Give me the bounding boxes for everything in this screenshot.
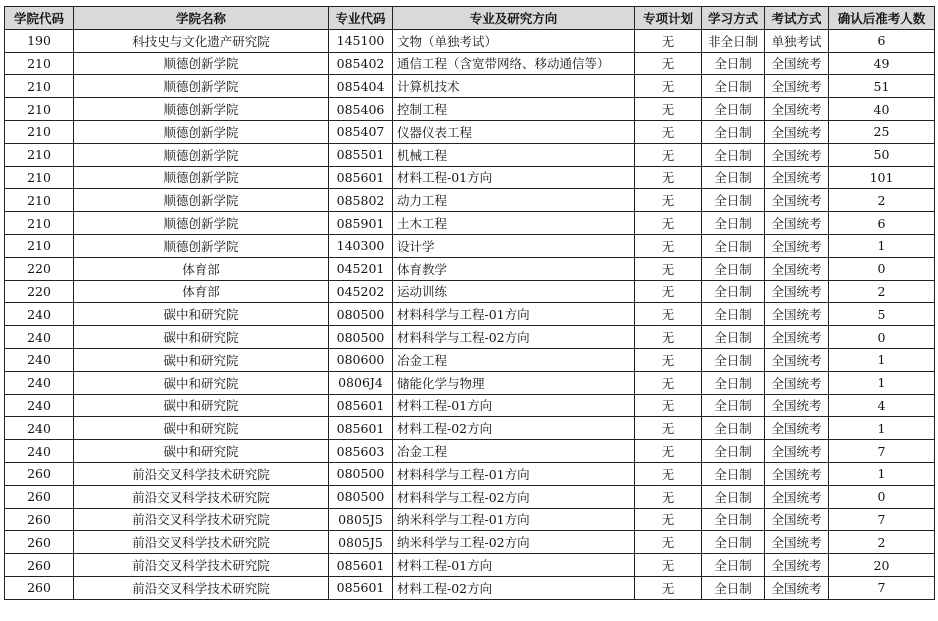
cell-special-plan: 无 — [635, 257, 702, 280]
header-study-mode: 学习方式 — [702, 7, 765, 30]
table-row — [5, 417, 935, 440]
cell-major-code: 145100 — [329, 29, 393, 52]
cell-major-direction: 仪器仪表工程 — [393, 120, 635, 143]
cell-special-plan: 无 — [635, 29, 702, 52]
table-row — [5, 303, 935, 326]
cell-special-plan: 无 — [635, 554, 702, 577]
table-row — [5, 166, 935, 189]
cell-candidate-count: 20 — [829, 554, 935, 577]
cell-candidate-count: 6 — [829, 29, 935, 52]
cell-candidate-count: 1 — [829, 462, 935, 485]
cell-candidate-count: 2 — [829, 189, 935, 212]
cell-college-name: 顺德创新学院 — [74, 52, 329, 75]
cell-exam-mode: 单独考试 — [765, 29, 829, 52]
cell-candidate-count: 7 — [829, 576, 935, 599]
cell-exam-mode: 全国统考 — [765, 371, 829, 394]
cell-major-direction: 控制工程 — [393, 98, 635, 121]
admission-table-container — [4, 6, 935, 600]
cell-college-code: 210 — [5, 120, 74, 143]
cell-major-code: 085601 — [329, 576, 393, 599]
cell-college-code: 210 — [5, 75, 74, 98]
table-row — [5, 440, 935, 463]
cell-special-plan: 无 — [635, 371, 702, 394]
cell-candidate-count: 1 — [829, 417, 935, 440]
header-candidate-count: 确认后准考人数 — [829, 7, 935, 30]
cell-major-direction: 材料科学与工程-01方向 — [393, 462, 635, 485]
cell-candidate-count: 1 — [829, 371, 935, 394]
cell-college-code: 240 — [5, 348, 74, 371]
cell-candidate-count: 1 — [829, 348, 935, 371]
cell-college-name: 体育部 — [74, 280, 329, 303]
cell-exam-mode: 全国统考 — [765, 508, 829, 531]
table-row — [5, 189, 935, 212]
cell-major-code: 085802 — [329, 189, 393, 212]
cell-special-plan: 无 — [635, 440, 702, 463]
cell-exam-mode: 全国统考 — [765, 348, 829, 371]
table-row — [5, 212, 935, 235]
cell-major-direction: 材料工程-01方向 — [393, 554, 635, 577]
cell-major-direction: 材料工程-02方向 — [393, 417, 635, 440]
cell-study-mode: 全日制 — [702, 531, 765, 554]
cell-special-plan: 无 — [635, 348, 702, 371]
cell-college-code: 210 — [5, 189, 74, 212]
cell-special-plan: 无 — [635, 75, 702, 98]
cell-major-code: 080500 — [329, 326, 393, 349]
table-row — [5, 371, 935, 394]
cell-college-code: 210 — [5, 52, 74, 75]
cell-major-direction: 材料科学与工程-01方向 — [393, 303, 635, 326]
cell-college-code: 190 — [5, 29, 74, 52]
cell-major-code: 085603 — [329, 440, 393, 463]
cell-study-mode: 全日制 — [702, 143, 765, 166]
cell-major-direction: 材料科学与工程-02方向 — [393, 485, 635, 508]
cell-exam-mode: 全国统考 — [765, 234, 829, 257]
header-row — [5, 7, 935, 30]
cell-exam-mode: 全国统考 — [765, 212, 829, 235]
table-row — [5, 234, 935, 257]
cell-college-code: 240 — [5, 371, 74, 394]
cell-exam-mode: 全国统考 — [765, 75, 829, 98]
cell-college-code: 210 — [5, 98, 74, 121]
cell-exam-mode: 全国统考 — [765, 257, 829, 280]
table-row — [5, 348, 935, 371]
cell-college-name: 顺德创新学院 — [74, 98, 329, 121]
table-row — [5, 462, 935, 485]
table-row — [5, 52, 935, 75]
cell-major-direction: 材料工程-02方向 — [393, 576, 635, 599]
cell-college-name: 顺德创新学院 — [74, 166, 329, 189]
cell-major-code: 085601 — [329, 417, 393, 440]
cell-major-code: 080600 — [329, 348, 393, 371]
cell-special-plan: 无 — [635, 120, 702, 143]
cell-study-mode: 全日制 — [702, 417, 765, 440]
cell-college-code: 260 — [5, 508, 74, 531]
cell-major-code: 085601 — [329, 166, 393, 189]
table-row — [5, 120, 935, 143]
cell-college-name: 顺德创新学院 — [74, 75, 329, 98]
table-row — [5, 531, 935, 554]
cell-major-code: 045201 — [329, 257, 393, 280]
cell-major-direction: 运动训练 — [393, 280, 635, 303]
cell-exam-mode: 全国统考 — [765, 531, 829, 554]
cell-study-mode: 全日制 — [702, 98, 765, 121]
cell-candidate-count: 50 — [829, 143, 935, 166]
cell-college-code: 210 — [5, 166, 74, 189]
cell-college-code: 260 — [5, 531, 74, 554]
cell-major-code: 085501 — [329, 143, 393, 166]
cell-college-name: 顺德创新学院 — [74, 212, 329, 235]
table-row — [5, 576, 935, 599]
cell-candidate-count: 5 — [829, 303, 935, 326]
cell-major-code: 080500 — [329, 462, 393, 485]
cell-college-name: 顺德创新学院 — [74, 234, 329, 257]
cell-candidate-count: 2 — [829, 280, 935, 303]
cell-exam-mode: 全国统考 — [765, 280, 829, 303]
header-major-code: 专业代码 — [329, 7, 393, 30]
cell-candidate-count: 7 — [829, 440, 935, 463]
cell-major-code: 080500 — [329, 485, 393, 508]
cell-major-code: 0805J5 — [329, 531, 393, 554]
cell-major-code: 045202 — [329, 280, 393, 303]
cell-study-mode: 全日制 — [702, 75, 765, 98]
cell-major-direction: 纳米科学与工程-01方向 — [393, 508, 635, 531]
cell-exam-mode: 全国统考 — [765, 576, 829, 599]
table-row — [5, 508, 935, 531]
cell-college-name: 科技史与文化遗产研究院 — [74, 29, 329, 52]
cell-college-code: 220 — [5, 257, 74, 280]
header-college-code: 学院代码 — [5, 7, 74, 30]
cell-major-code: 080500 — [329, 303, 393, 326]
cell-special-plan: 无 — [635, 303, 702, 326]
cell-college-name: 顺德创新学院 — [74, 189, 329, 212]
cell-exam-mode: 全国统考 — [765, 303, 829, 326]
cell-study-mode: 全日制 — [702, 52, 765, 75]
cell-study-mode: 全日制 — [702, 576, 765, 599]
cell-study-mode: 全日制 — [702, 485, 765, 508]
cell-study-mode: 全日制 — [702, 508, 765, 531]
cell-major-code: 0805J5 — [329, 508, 393, 531]
cell-special-plan: 无 — [635, 143, 702, 166]
cell-exam-mode: 全国统考 — [765, 417, 829, 440]
cell-major-direction: 材料工程-01方向 — [393, 394, 635, 417]
cell-college-name: 碳中和研究院 — [74, 303, 329, 326]
cell-study-mode: 非全日制 — [702, 29, 765, 52]
header-college-name: 学院名称 — [74, 7, 329, 30]
cell-study-mode: 全日制 — [702, 348, 765, 371]
cell-special-plan: 无 — [635, 52, 702, 75]
cell-special-plan: 无 — [635, 394, 702, 417]
cell-special-plan: 无 — [635, 280, 702, 303]
cell-candidate-count: 1 — [829, 234, 935, 257]
table-row — [5, 75, 935, 98]
cell-college-code: 240 — [5, 417, 74, 440]
table-row — [5, 554, 935, 577]
cell-major-direction: 材料工程-01方向 — [393, 166, 635, 189]
table-row — [5, 326, 935, 349]
cell-study-mode: 全日制 — [702, 554, 765, 577]
cell-college-name: 前沿交叉科学技术研究院 — [74, 508, 329, 531]
header-special-plan: 专项计划 — [635, 7, 702, 30]
cell-college-name: 碳中和研究院 — [74, 394, 329, 417]
cell-special-plan: 无 — [635, 212, 702, 235]
cell-candidate-count: 51 — [829, 75, 935, 98]
cell-special-plan: 无 — [635, 98, 702, 121]
cell-college-code: 260 — [5, 462, 74, 485]
cell-major-direction: 设计学 — [393, 234, 635, 257]
cell-college-code: 260 — [5, 554, 74, 577]
cell-exam-mode: 全国统考 — [765, 189, 829, 212]
cell-college-name: 碳中和研究院 — [74, 371, 329, 394]
cell-study-mode: 全日制 — [702, 462, 765, 485]
cell-college-name: 顺德创新学院 — [74, 120, 329, 143]
cell-college-name: 碳中和研究院 — [74, 417, 329, 440]
cell-candidate-count: 2 — [829, 531, 935, 554]
cell-college-code: 240 — [5, 394, 74, 417]
cell-special-plan: 无 — [635, 485, 702, 508]
cell-special-plan: 无 — [635, 508, 702, 531]
cell-major-direction: 冶金工程 — [393, 348, 635, 371]
cell-study-mode: 全日制 — [702, 394, 765, 417]
cell-major-direction: 机械工程 — [393, 143, 635, 166]
cell-special-plan: 无 — [635, 189, 702, 212]
table-row — [5, 485, 935, 508]
cell-college-name: 碳中和研究院 — [74, 440, 329, 463]
cell-candidate-count: 4 — [829, 394, 935, 417]
cell-exam-mode: 全国统考 — [765, 143, 829, 166]
cell-special-plan: 无 — [635, 417, 702, 440]
cell-college-name: 前沿交叉科学技术研究院 — [74, 554, 329, 577]
cell-college-code: 240 — [5, 303, 74, 326]
cell-special-plan: 无 — [635, 462, 702, 485]
cell-college-code: 260 — [5, 485, 74, 508]
cell-study-mode: 全日制 — [702, 189, 765, 212]
cell-college-name: 顺德创新学院 — [74, 143, 329, 166]
cell-exam-mode: 全国统考 — [765, 554, 829, 577]
cell-study-mode: 全日制 — [702, 120, 765, 143]
cell-study-mode: 全日制 — [702, 440, 765, 463]
cell-major-code: 0806J4 — [329, 371, 393, 394]
table-body — [5, 29, 935, 599]
cell-major-code: 085901 — [329, 212, 393, 235]
cell-college-code: 240 — [5, 440, 74, 463]
cell-major-code: 085601 — [329, 554, 393, 577]
cell-college-code: 240 — [5, 326, 74, 349]
table-row — [5, 394, 935, 417]
cell-college-code: 210 — [5, 143, 74, 166]
cell-candidate-count: 40 — [829, 98, 935, 121]
cell-candidate-count: 101 — [829, 166, 935, 189]
cell-study-mode: 全日制 — [702, 303, 765, 326]
cell-study-mode: 全日制 — [702, 371, 765, 394]
table-row — [5, 143, 935, 166]
cell-major-code: 085601 — [329, 394, 393, 417]
table-row — [5, 98, 935, 121]
cell-candidate-count: 49 — [829, 52, 935, 75]
cell-major-code: 085407 — [329, 120, 393, 143]
header-major-direction: 专业及研究方向 — [393, 7, 635, 30]
cell-study-mode: 全日制 — [702, 166, 765, 189]
cell-special-plan: 无 — [635, 576, 702, 599]
cell-major-direction: 冶金工程 — [393, 440, 635, 463]
cell-major-direction: 体育教学 — [393, 257, 635, 280]
cell-college-name: 体育部 — [74, 257, 329, 280]
table-row — [5, 257, 935, 280]
cell-candidate-count: 0 — [829, 257, 935, 280]
header-exam-mode: 考试方式 — [765, 7, 829, 30]
cell-special-plan: 无 — [635, 166, 702, 189]
cell-major-direction: 纳米科学与工程-02方向 — [393, 531, 635, 554]
cell-candidate-count: 6 — [829, 212, 935, 235]
cell-study-mode: 全日制 — [702, 234, 765, 257]
cell-college-name: 前沿交叉科学技术研究院 — [74, 462, 329, 485]
cell-exam-mode: 全国统考 — [765, 52, 829, 75]
cell-exam-mode: 全国统考 — [765, 462, 829, 485]
cell-major-direction: 通信工程（含宽带网络、移动通信等） — [393, 52, 635, 75]
table-row — [5, 29, 935, 52]
admission-table — [4, 6, 935, 600]
cell-major-direction: 材料科学与工程-02方向 — [393, 326, 635, 349]
cell-candidate-count: 0 — [829, 485, 935, 508]
cell-candidate-count: 7 — [829, 508, 935, 531]
cell-exam-mode: 全国统考 — [765, 98, 829, 121]
cell-major-direction: 土木工程 — [393, 212, 635, 235]
cell-study-mode: 全日制 — [702, 257, 765, 280]
cell-study-mode: 全日制 — [702, 326, 765, 349]
cell-college-name: 碳中和研究院 — [74, 326, 329, 349]
cell-exam-mode: 全国统考 — [765, 440, 829, 463]
cell-major-code: 085404 — [329, 75, 393, 98]
cell-special-plan: 无 — [635, 326, 702, 349]
cell-exam-mode: 全国统考 — [765, 485, 829, 508]
cell-major-code: 085406 — [329, 98, 393, 121]
cell-major-direction: 储能化学与物理 — [393, 371, 635, 394]
cell-major-direction: 计算机技术 — [393, 75, 635, 98]
cell-candidate-count: 0 — [829, 326, 935, 349]
cell-college-code: 260 — [5, 576, 74, 599]
cell-major-direction: 动力工程 — [393, 189, 635, 212]
cell-candidate-count: 25 — [829, 120, 935, 143]
cell-exam-mode: 全国统考 — [765, 394, 829, 417]
cell-exam-mode: 全国统考 — [765, 120, 829, 143]
cell-college-name: 前沿交叉科学技术研究院 — [74, 576, 329, 599]
cell-study-mode: 全日制 — [702, 280, 765, 303]
table-row — [5, 280, 935, 303]
cell-major-code: 085402 — [329, 52, 393, 75]
cell-college-name: 前沿交叉科学技术研究院 — [74, 485, 329, 508]
cell-study-mode: 全日制 — [702, 212, 765, 235]
cell-college-name: 碳中和研究院 — [74, 348, 329, 371]
cell-college-code: 210 — [5, 234, 74, 257]
cell-college-code: 210 — [5, 212, 74, 235]
cell-exam-mode: 全国统考 — [765, 326, 829, 349]
cell-college-code: 220 — [5, 280, 74, 303]
cell-college-name: 前沿交叉科学技术研究院 — [74, 531, 329, 554]
cell-special-plan: 无 — [635, 531, 702, 554]
cell-special-plan: 无 — [635, 234, 702, 257]
cell-major-code: 140300 — [329, 234, 393, 257]
cell-exam-mode: 全国统考 — [765, 166, 829, 189]
cell-major-direction: 文物（单独考试） — [393, 29, 635, 52]
